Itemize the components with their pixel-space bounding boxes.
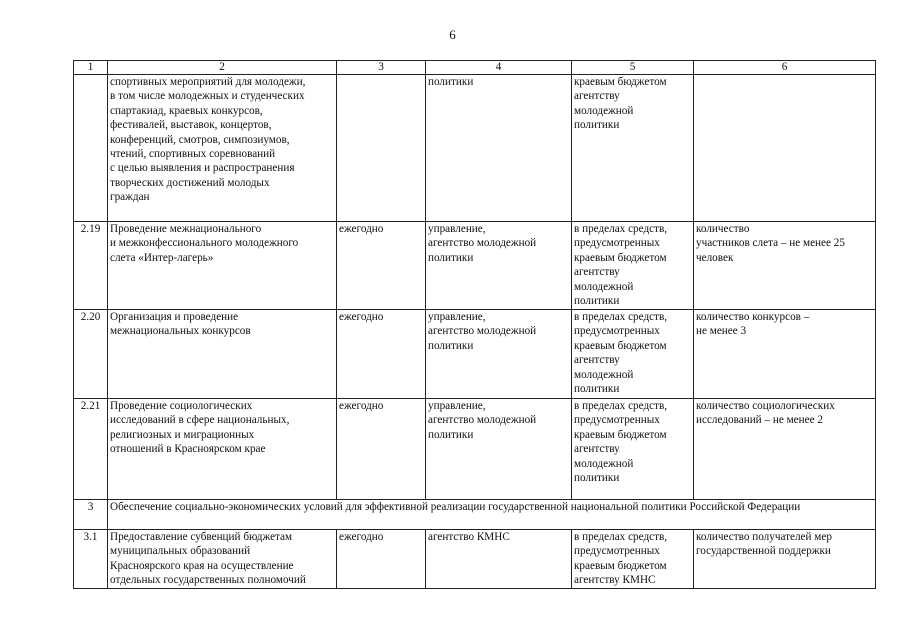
table-row xyxy=(74,530,876,589)
measure-funding: в пределах средств, предусмотренных краевым бюджетом агентству молодежной политики xyxy=(572,222,694,310)
measure-executor: агентство КМНС xyxy=(426,530,572,589)
measure-indicator xyxy=(694,75,876,222)
section-number: 3 xyxy=(74,500,108,530)
measure-name: Проведение социологических исследований в сфере национальных, религиозных и миграционных отношений в Красноярском крае xyxy=(108,399,337,500)
measure-period: ежегодно xyxy=(337,530,426,589)
measure-name: Проведение межнационального и межконфессионального молодежного слета «Интер-лагерь» xyxy=(108,222,337,310)
measure-funding: краевым бюджетом агентству молодежной политики xyxy=(572,75,694,222)
measure-name: Организация и проведение межнациональных конкурсов xyxy=(108,310,337,399)
measure-funding: в пределах средств, предусмотренных краевым бюджетом агентству КМНС xyxy=(572,530,694,589)
measure-indicator: количество получателей мер государственной поддержки xyxy=(694,530,876,589)
column-header: 3 xyxy=(337,61,426,75)
row-number xyxy=(74,75,108,222)
measure-indicator: количество участников слета – не менее 25 человек xyxy=(694,222,876,310)
measure-name: Предоставление субвенций бюджетам муниципальных образований Красноярского края на осуществление отдельных государственных полномочий xyxy=(108,530,337,589)
row-number: 2.19 xyxy=(74,222,108,310)
measure-executor: управление, агентство молодежной политики xyxy=(426,222,572,310)
row-number: 2.20 xyxy=(74,310,108,399)
section-title: Обеспечение социально-экономических условий для эффективной реализации государственной национальной политики Российской Федерации xyxy=(108,500,876,530)
column-header: 4 xyxy=(426,61,572,75)
table-row xyxy=(74,399,876,500)
measure-funding: в пределах средств, предусмотренных краевым бюджетом агентству молодежной политики xyxy=(572,399,694,500)
row-number: 2.21 xyxy=(74,399,108,500)
column-header: 5 xyxy=(572,61,694,75)
measure-funding: в пределах средств, предусмотренных краевым бюджетом агентству молодежной политики xyxy=(572,310,694,399)
measure-period: ежегодно xyxy=(337,222,426,310)
measure-executor: управление, агентство молодежной политики xyxy=(426,310,572,399)
table-row xyxy=(74,222,876,310)
measure-period: ежегодно xyxy=(337,310,426,399)
header-row xyxy=(74,61,876,75)
measure-executor: политики xyxy=(426,75,572,222)
table-row xyxy=(74,310,876,399)
measure-executor: управление, агентство молодежной политики xyxy=(426,399,572,500)
measure-indicator: количество социологических исследований – не менее 2 xyxy=(694,399,876,500)
page-number: 6 xyxy=(449,27,456,42)
column-header: 1 xyxy=(74,61,108,75)
measure-name: спортивных мероприятий для молодежи, в том числе молодежных и студенческих спартакиад, краевых конкурсов, фестивалей, выставок, концертов, конференций, смотров, симпозиумов, чтений, спортивных соревнований с целью выявления и распространения творческих достижений молодых граждан xyxy=(108,75,337,222)
measure-period: ежегодно xyxy=(337,399,426,500)
column-header: 2 xyxy=(108,61,337,75)
column-header: 6 xyxy=(694,61,876,75)
table-row xyxy=(74,75,876,222)
measure-period xyxy=(337,75,426,222)
measures-table xyxy=(73,60,876,589)
measure-indicator: количество конкурсов – не менее 3 xyxy=(694,310,876,399)
row-number: 3.1 xyxy=(74,530,108,589)
section-row xyxy=(74,500,876,530)
